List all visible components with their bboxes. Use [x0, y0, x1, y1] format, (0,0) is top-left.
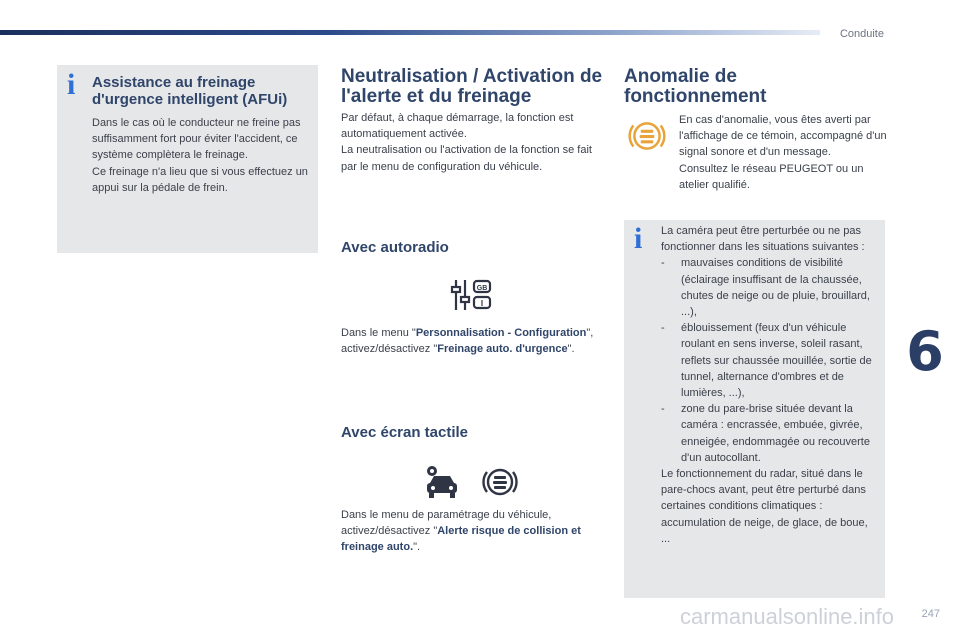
info-icon: i: [67, 68, 76, 101]
list-item: - zone du pare-brise située devant la caméra : encrassée, embuée, givrée, enneigée, endommagée ou recouverte d'un autocollant.: [661, 401, 879, 466]
touchscreen-option-name: Alerte risque de collision et freinage auto.: [341, 525, 581, 554]
touchscreen-text: [341, 507, 606, 556]
chapter-number: 6: [906, 320, 944, 383]
list-item: - mauvaises conditions de visibilité (éclairage insuffisant de la chaussée, chutes de neige ou de pluie, brouillard, ...),: [661, 255, 879, 320]
afui-paragraph-2: Ce freinage n'a lieu que si vous effectuez un appui sur la pédale de frein.: [92, 165, 308, 194]
watermark: carmanualsonline.info: [680, 604, 895, 629]
header-bar: [0, 30, 820, 35]
autoradio-text-post: ".: [567, 343, 575, 356]
radar-note: Le fonctionnement du radar, situé dans le pare-chocs avant, peut être perturbé dans certaines conditions climatiques : accumulation de neige, de glace, de boue, ...: [661, 468, 868, 545]
camera-conditions-list: [661, 255, 879, 466]
touchscreen-text-post: ".: [413, 541, 421, 554]
vehicle-settings-icon: [422, 463, 462, 503]
neutralisation-paragraph-1: Par défaut, à chaque démarrage, la fonction est automatiquement activée.: [341, 112, 574, 141]
anomalie-paragraph-1: En cas d'anomalie, vous êtes averti par l'affichage de ce témoin, accompagné d'un signal sonore et d'un message.: [679, 114, 887, 159]
svg-text:I: I: [480, 299, 484, 308]
neutralisation-paragraph-2: La neutralisation ou l'activation de la fonction se fait par le menu de configuration du véhicule.: [341, 144, 592, 173]
autoradio-option-name: Freinage auto. d'urgence: [437, 343, 568, 356]
svg-text:GB: GB: [476, 285, 488, 292]
autoradio-text: [341, 325, 606, 357]
touchscreen-text-pre: Dans le menu de paramétrage du véhicule, activez/désactivez ": [341, 509, 552, 538]
autoradio-title: Avec autoradio: [341, 239, 449, 256]
settings-sliders-icon: [450, 278, 494, 312]
neutralisation-title: Neutralisation / Activation de l'alerte et du freinage: [341, 66, 603, 107]
list-item: - éblouissement (feux d'un véhicule roulant en sens inverse, soleil rasant, reflets sur chaussée mouillée, sortie de tunnel, alternance d'ombres et de lumières, ...),: [661, 320, 879, 401]
afui-paragraph-1: Dans le cas où le conducteur ne freine pas suffisamment fort pour éviter l'accident, ce système complètera le freinage.: [92, 117, 301, 162]
afui-text: [92, 115, 310, 196]
anomalie-paragraph-2: Consultez le réseau PEUGEOT ou un atelier qualifié.: [679, 162, 864, 191]
autoradio-menu-name: Personnalisation - Configuration: [415, 327, 587, 339]
collision-alert-icon: [480, 462, 520, 502]
neutralisation-text: [341, 110, 606, 175]
autoradio-text-pre: Dans le menu ": [341, 327, 416, 339]
anomalie-text: [679, 112, 889, 193]
anomalie-title: Anomalie de fonctionnement: [624, 66, 767, 107]
warning-lamp-icon: [626, 115, 668, 157]
camera-intro: La caméra peut être perturbée ou ne pas fonctionner dans les situations suivantes :: [661, 225, 865, 254]
afui-title: Assistance au freinage d'urgence intelligent (AFUi): [92, 74, 288, 108]
camera-info-text: [661, 223, 879, 547]
touchscreen-title: Avec écran tactile: [341, 424, 469, 441]
page-number: 247: [921, 608, 940, 620]
section-title: Conduite: [839, 28, 884, 40]
info-icon: i: [634, 222, 643, 255]
autoradio-text-mid: ", activez/désactivez ": [341, 327, 594, 356]
